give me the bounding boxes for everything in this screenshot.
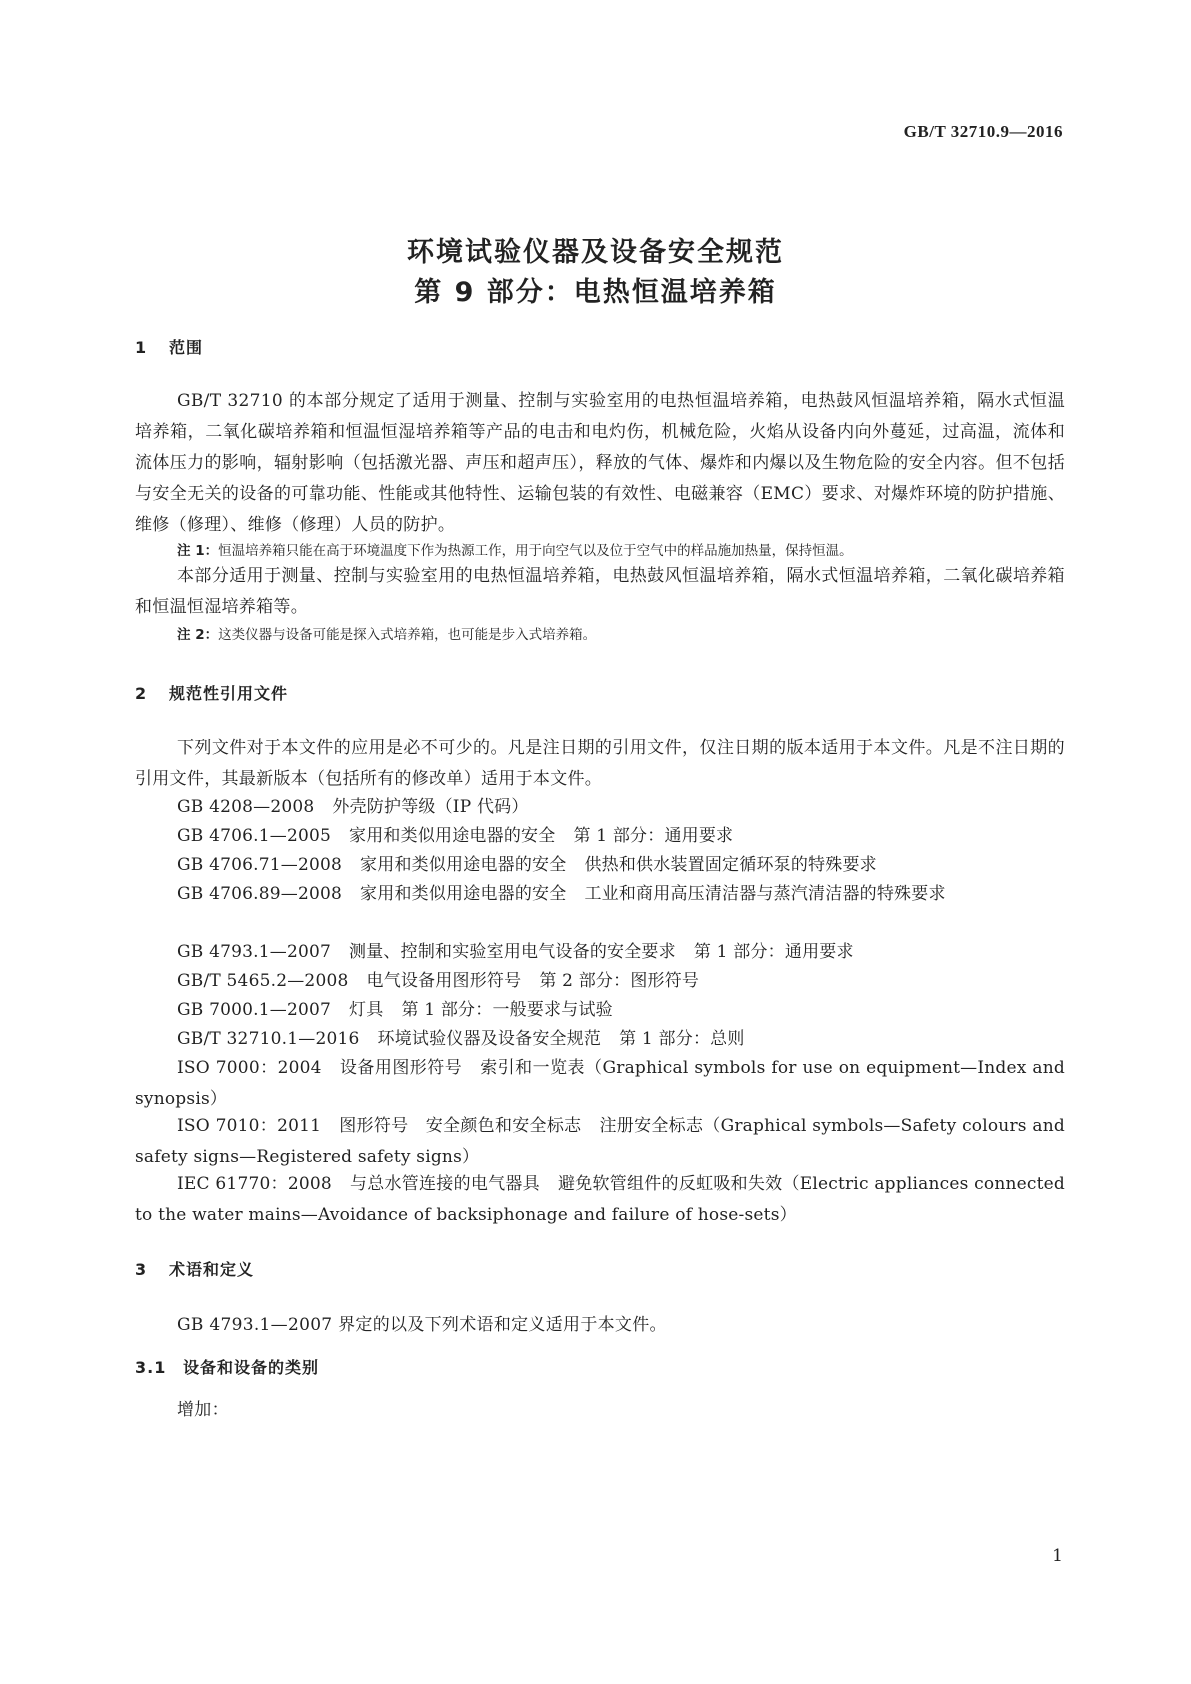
reference-item [135,850,1065,881]
reference-code: GB 4706.89—2008 [177,884,343,904]
section-3-heading [135,1257,254,1280]
section-title: 术语和定义 [169,1260,255,1279]
reference-title: 设备用图形符号 [339,1058,463,1078]
reference-part: 工业和商用高压清洁器与蒸汽清洁器的特殊要求 [584,884,946,904]
note-text: 恒温培养箱只能在高于环境温度下作为热源工作，用于向空气以及位于空气中的样品施加热量，保持恒温。 [218,543,853,559]
subsection-title: 设备和设备的类别 [183,1358,320,1377]
note-text: 这类仪器与设备可能是探入式培养箱，也可能是步入式培养箱。 [218,627,597,643]
reference-part: 避免软管组件的反虹吸和失效（Electric appliances connected to the water mains—Avoidance of backsiphonage and failure of hose-sets） [135,1174,1065,1225]
reference-title: 家用和类似用途电器的安全 [349,826,556,846]
reference-title: 家用和类似用途电器的安全 [360,855,567,875]
reference-part: 第 1 部分：一般要求与试验 [401,1000,613,1020]
reference-title: 灯具 [349,1000,384,1020]
section-2-heading [135,681,288,704]
section-title: 规范性引用文件 [169,684,289,703]
reference-title: 测量、控制和实验室用电气设备的安全要求 [349,942,676,962]
reference-title: 与总水管连接的电气器具 [349,1174,540,1194]
page-number: 1 [1052,1546,1063,1566]
document-title: 环境试验仪器及设备安全规范 [407,237,784,268]
reference-part: 供热和供水装置固定循环泵的特殊要求 [584,855,877,875]
note-label: 注 2： [177,627,219,643]
section-1-paragraph-2: 本部分适用于测量、控制与实验室用的电热恒温培养箱，电热鼓风恒温培养箱，隔水式恒温培养箱，二氧化碳培养箱和恒温恒湿培养箱等。 [135,566,1065,617]
document-subtitle: 第 9 部分：电热恒温培养箱 [414,277,777,308]
reference-code: GB 4706.71—2008 [177,855,343,875]
reference-item [135,995,1065,1026]
reference-item [135,1169,1065,1231]
reference-part: 第 1 部分：通用要求 [693,942,854,962]
section-number: 3 [135,1260,148,1279]
section-title: 范围 [169,338,204,357]
note-1 [177,540,1067,562]
standard-number: GB/T 32710.9—2016 [903,122,1063,141]
note-label: 注 1： [177,543,219,559]
reference-code: GB 4208—2008 [177,797,315,817]
reference-item [135,879,1065,910]
reference-title: 图形符号 安全颜色和安全标志 [339,1116,582,1136]
section-1-heading [135,335,203,358]
reference-code: GB 4706.1—2005 [177,826,332,846]
reference-code: IEC 61770：2008 [177,1174,332,1194]
subsection-3-1-text: 增加： [177,1400,229,1420]
reference-title: 电气设备用图形符号 [366,971,522,991]
reference-item [135,1024,1065,1055]
reference-item [135,1053,1065,1115]
reference-code: GB/T 5465.2—2008 [177,971,349,991]
reference-item [135,821,1065,852]
reference-item [135,792,1065,823]
reference-code: GB 4793.1—2007 [177,942,332,962]
reference-item [135,966,1065,997]
reference-code: ISO 7010：2011 [177,1116,322,1136]
reference-item [135,1111,1065,1173]
section-number: 1 [135,338,148,357]
reference-item [135,937,1065,968]
note-2 [177,624,1067,646]
section-2-intro: 下列文件对于本文件的应用是必不可少的。凡是注日期的引用文件，仅注日期的版本适用于本文件。凡是不注日期的引用文件，其最新版本（包括所有的修改单）适用于本文件。 [135,738,1065,789]
reference-part: 索引和一览表（Graphical symbols for use on equipment—Index and synopsis） [135,1058,1065,1109]
reference-title: 家用和类似用途电器的安全 [360,884,567,904]
reference-code: GB 7000.1—2007 [177,1000,332,1020]
section-3-intro: GB 4793.1—2007 界定的以及下列术语和定义适用于本文件。 [177,1315,667,1335]
reference-code: ISO 7000：2004 [177,1058,322,1078]
reference-part: 第 1 部分：通用要求 [573,826,734,846]
reference-code: GB/T 32710.1—2016 [177,1029,360,1049]
reference-part: 注册安全标志（Graphical symbols—Safety colours and safety signs—Registered safety signs） [135,1116,1065,1167]
reference-title: 环境试验仪器及设备安全规范 [377,1029,602,1049]
section-number: 2 [135,684,148,703]
subsection-3-1-heading [135,1355,319,1378]
reference-part: 第 2 部分：图形符号 [539,971,700,991]
reference-title: 外壳防护等级（IP 代码） [332,797,529,817]
reference-part: 第 1 部分：总则 [619,1029,745,1049]
subsection-number: 3.1 [135,1358,167,1377]
section-1-paragraph-1: GB/T 32710 的本部分规定了适用于测量、控制与实验室用的电热恒温培养箱，电热鼓风恒温培养箱，隔水式恒温培养箱，二氧化碳培养箱和恒温恒湿培养箱等产品的电击和电灼伤，机械危险，火焰从设备内向外蔓延，过高温，流体和流体压力的影响，辐射影响（包括激光器、声压和超声压），释放的气体、爆炸和内爆以及生物危险的安全内容。但不包括与安全无关的设备的可靠功能、性能或其他特性、运输包装的有效性、电磁兼容（EMC）要求、对爆炸环境的防护措施、维修（修理）、维修（修理）人员的防护。 [135,391,1065,535]
